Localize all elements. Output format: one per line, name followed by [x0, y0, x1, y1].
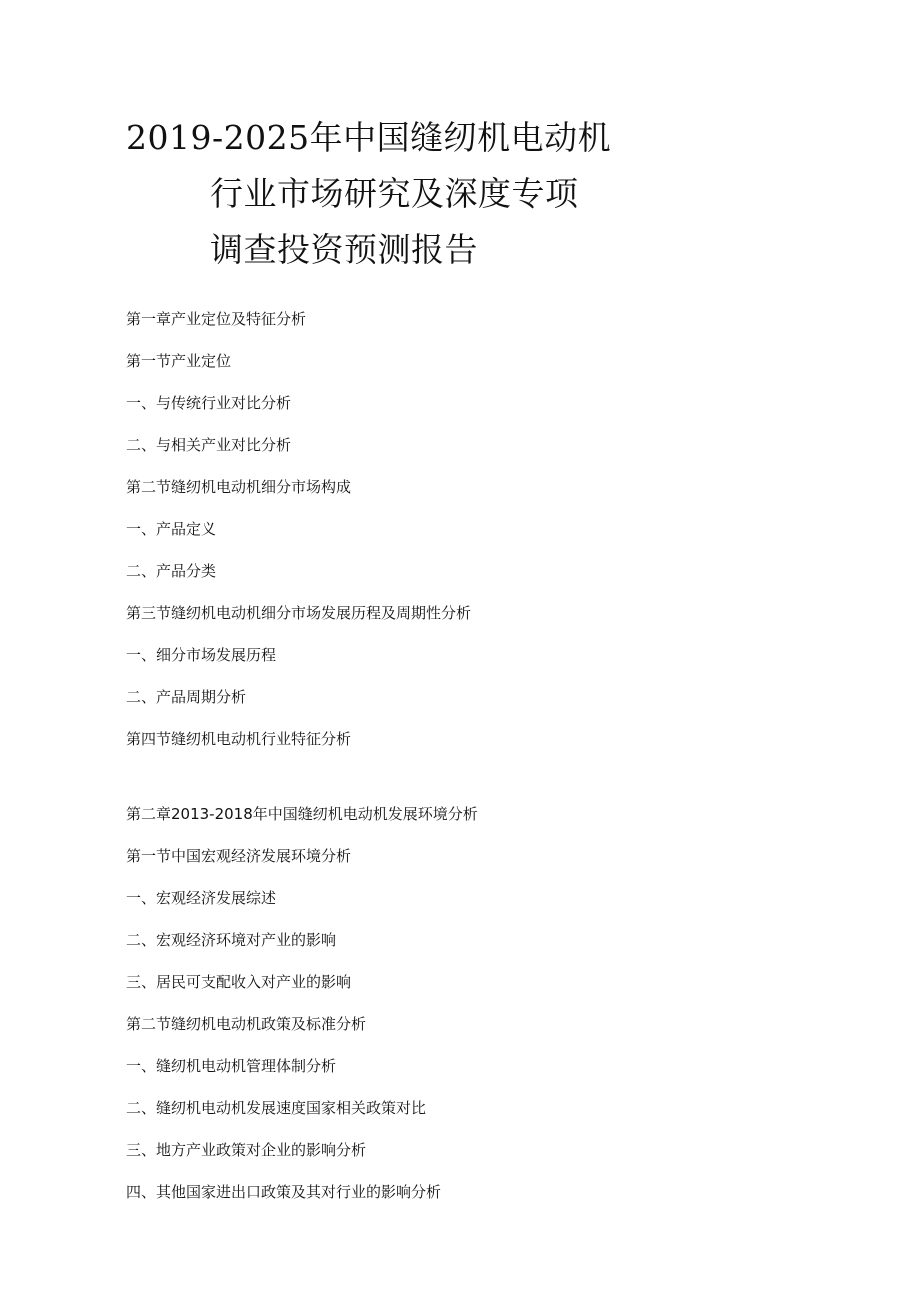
toc-item: 第二节缝纫机电动机细分市场构成	[126, 478, 352, 496]
toc-item: 一、宏观经济发展综述	[126, 889, 277, 907]
toc-item: 第一章产业定位及特征分析	[126, 310, 307, 328]
table-of-contents	[126, 304, 826, 1219]
toc-item: 三、地方产业政策对企业的影响分析	[126, 1141, 367, 1159]
toc-item: 第一节中国宏观经济发展环境分析	[126, 847, 352, 865]
toc-item: 第三节缝纫机电动机细分市场发展历程及周期性分析	[126, 604, 472, 622]
toc-item: 第二节缝纫机电动机政策及标准分析	[126, 1015, 367, 1033]
toc-item: 一、与传统行业对比分析	[126, 394, 292, 412]
toc-item: 二、宏观经济环境对产业的影响	[126, 931, 337, 949]
toc-item: 二、产品分类	[126, 562, 217, 580]
toc-item: 第一节产业定位	[126, 352, 232, 370]
toc-item: 三、居民可支配收入对产业的影响	[126, 973, 352, 991]
toc-item: 一、缝纫机电动机管理体制分析	[126, 1057, 337, 1075]
toc-item: 第二章2013-2018年中国缝纫机电动机发展环境分析	[126, 805, 478, 823]
report-title	[126, 110, 612, 278]
toc-item: 四、其他国家进出口政策及其对行业的影响分析	[126, 1183, 442, 1201]
title-line-3: 调查投资预测报告	[210, 230, 478, 269]
title-line-2: 行业市场研究及深度专项	[210, 174, 579, 213]
title-line-1: 2019-2025年中国缝纫机电动机	[126, 118, 612, 157]
toc-item: 二、产品周期分析	[126, 688, 247, 706]
toc-spacer	[126, 766, 826, 799]
toc-item: 第四节缝纫机电动机行业特征分析	[126, 730, 352, 748]
toc-item: 二、缝纫机电动机发展速度国家相关政策对比	[126, 1099, 427, 1117]
toc-item: 二、与相关产业对比分析	[126, 436, 292, 454]
toc-item: 一、细分市场发展历程	[126, 646, 277, 664]
toc-item: 一、产品定义	[126, 520, 217, 538]
